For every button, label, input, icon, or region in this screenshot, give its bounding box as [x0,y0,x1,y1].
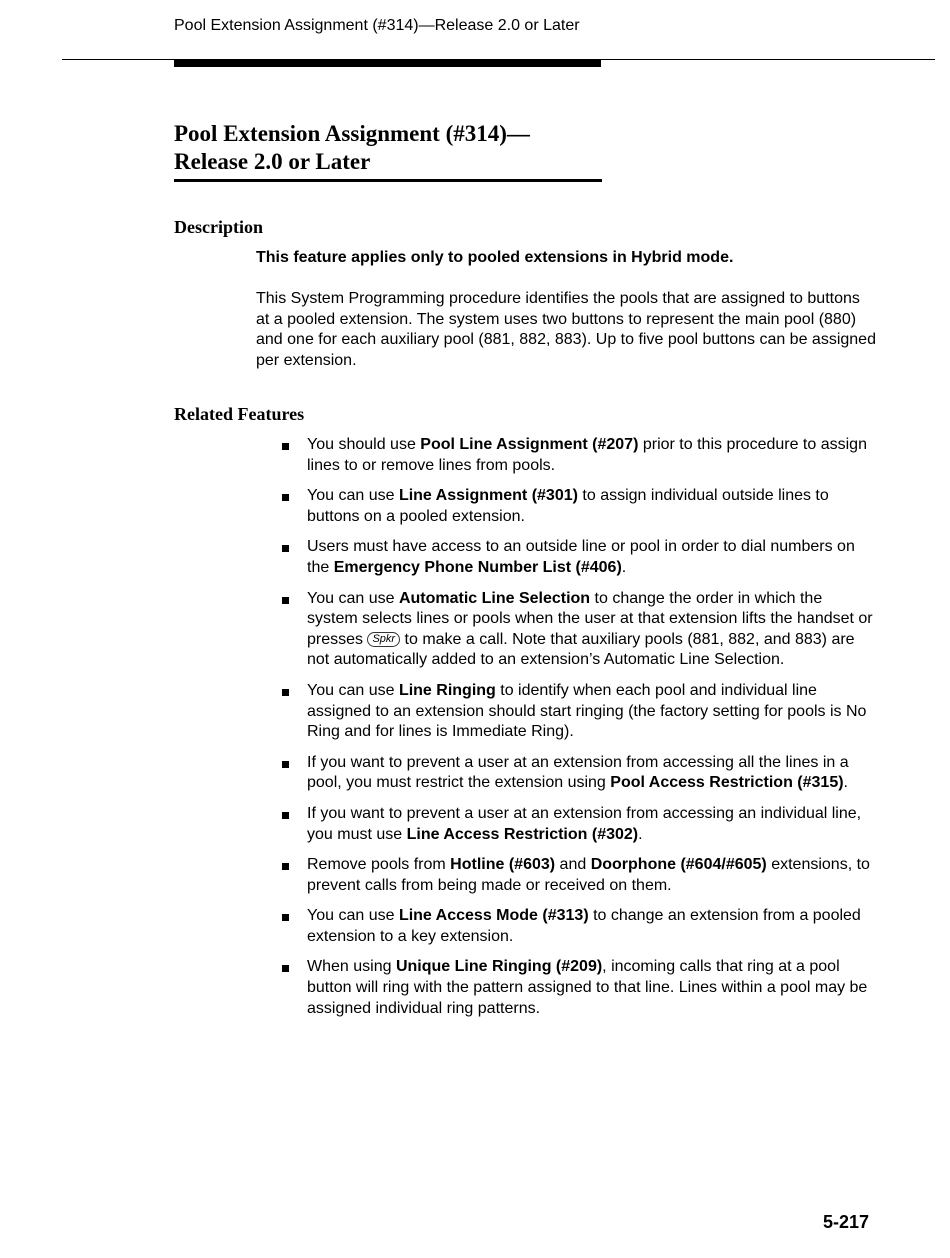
bullet-icon [282,812,289,819]
list-item: Remove pools from Hotline (#603) and Doorphone (#604/#605) extensions, to prevent calls from being made or received on them. [280,855,876,896]
bullet-icon [282,863,289,870]
running-header: Pool Extension Assignment (#314)—Release 2.0 or Later [174,17,580,34]
list-item: If you want to prevent a user at an extension from accessing an individual line, you must use Line Access Restriction (#302). [280,804,876,845]
list-item: When using Unique Line Ringing (#209), incoming calls that ring at a pool button will ring with the pattern assigned to that line. Lines within a pool may be assigned individual ring patterns. [280,957,876,1019]
feature-reference: Unique Line Ringing (#209) [395,958,603,976]
list-item: Users must have access to an outside line or pool in order to dial numbers on the Emergency Phone Number List (#406). [280,537,876,578]
feature-reference: Line Access Restriction (#302) [406,825,639,843]
bullet-icon [282,494,289,501]
feature-reference: Hotline (#603) [450,856,556,874]
page-number: 5-217 [822,1212,869,1232]
list-item: If you want to prevent a user at an extension from accessing all the lines in a pool, you must restrict the extension using Pool Access Restriction (#315). [280,753,876,794]
bullet-icon [282,597,289,604]
description-paragraph: This System Programming procedure identifies the pools that are assigned to buttons at a pooled extension. The system uses two buttons to represent the main pool (880) and one for each auxiliary pool (881, 882, 883). Up to five pool buttons can be assigned per extension. [256,290,876,369]
list-item: You can use Automatic Line Selection to change the order in which the system selects lines or pools when the user at that extension lifts the handset or presses Spkr to make a call. Note that auxiliary pools (881, 882, and 883) are not automatically added to an extension’s Automatic Line Selection. [280,589,876,671]
list-item: You can use Line Assignment (#301) to assign individual outside lines to buttons on a pooled extension. [280,486,876,527]
page-title: Pool Extension Assignment (#314)—Release 2.0 or Later [174,120,602,182]
related-features-heading: Related Features [174,404,305,424]
bullet-icon [282,761,289,768]
description-heading: Description [174,217,263,237]
feature-reference: Line Access Mode (#313) [398,907,589,925]
description-note: This feature applies only to pooled extensions in Hybrid mode. [256,249,734,266]
feature-reference: Pool Access Restriction (#315) [610,774,844,792]
bullet-icon [282,545,289,552]
bullet-icon [282,689,289,696]
feature-reference: Emergency Phone Number List (#406) [333,558,622,576]
bullet-icon [282,443,289,450]
feature-reference: Line Assignment (#301) [398,487,578,505]
bullet-icon [282,914,289,921]
list-item: You can use Line Ringing to identify when each pool and individual line assigned to an extension should start ringing (the factory setting for pools is No Ring and for lines is Immediate Ring). [280,681,876,743]
bullet-icon [282,965,289,972]
feature-reference: Automatic Line Selection [398,589,591,607]
feature-reference: Line Ringing [398,681,496,699]
related-features-list [280,435,876,1029]
list-item: You can use Line Access Mode (#313) to change an extension from a pooled extension to a key extension. [280,906,876,947]
header-bar [174,60,601,67]
list-item: You should use Pool Line Assignment (#207) prior to this procedure to assign lines to or remove lines from pools. [280,435,876,476]
feature-reference: Pool Line Assignment (#207) [420,436,639,453]
speaker-key-icon: Spkr [367,632,400,647]
feature-reference: Doorphone (#604/#605) [590,856,767,874]
